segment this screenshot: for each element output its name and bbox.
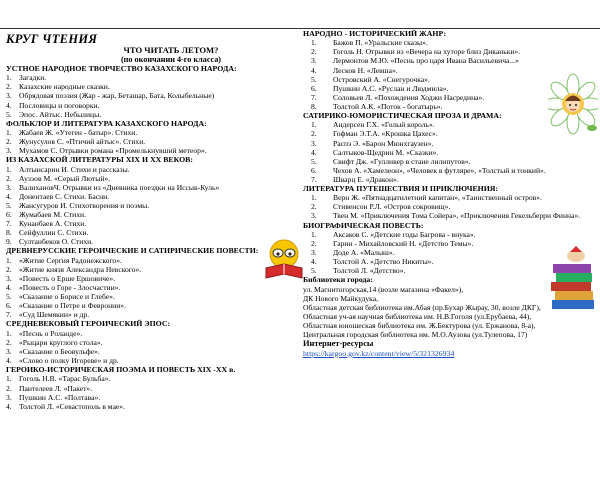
list-item-number: 7. [6,310,12,320]
list-item [6,283,296,292]
libraries-list [303,285,598,340]
document-subtitle-grade: (по окончании 4-го класса) [120,55,222,64]
section-heading: НАРОДНО - ИСТОРИЧЕСКИЙ ЖАНР: [303,29,447,38]
list-item-text: Толстой Л. «Детство». [333,266,406,276]
list-item [6,137,296,146]
list-item-number: 3. [311,211,317,221]
list-item [303,75,598,84]
list-item-number: 3. [311,248,317,258]
list-item-text: «Рыцари круглого стола». [19,337,103,347]
list-item-text: Загадки. [19,73,47,83]
list-item-text: ВалихановЧ. Отрывки из «Дневника поездки на Иссык-Куль» [19,182,220,192]
list-item-number: 6. [6,301,12,311]
list-item-text: «Слово о полку Игореве» и др. [19,356,119,366]
list-item-number: 2. [311,202,317,212]
list-item [6,356,296,365]
list-item [6,274,296,283]
list-item-number: 4. [6,100,12,110]
list-item [303,193,598,202]
list-item-text: Шварц Е. «Дракон». [333,174,399,184]
list-item-number: 1. [311,229,317,239]
list-item-text: Лермонтов М.Ю. «Песнь про царя Ивана Васильевича...» [333,56,519,66]
list-item-text: «Житие Сергия Радонежского». [19,255,122,265]
list-item-number: 3. [311,138,317,148]
list-item-number: 1. [6,255,12,265]
section-heading: САТИРИКО-ЮМОРИСТИЧЕСКАЯ ПРОЗА И ДРАМА: [303,111,502,121]
section-list [6,165,296,247]
list-item [303,148,598,157]
list-item-number: 7. [311,92,317,102]
section-list [303,230,598,275]
list-item-number: 6. [311,83,317,93]
section-heading: ИЗ КАЗАХСКОЙ ЛИТЕРАТУРЫ XIX И XX ВЕКОВ: [6,155,193,165]
list-item-number: 5. [311,74,317,84]
library-address: Областная детская библиотека им.Абая (пр.Бухар Жырау, 30, возле ДКГ), [303,302,541,312]
list-item-number: 2. [6,337,12,347]
left-sections [6,64,296,411]
list-item-number: 1. [6,164,12,174]
section-heading: СРЕДНЕВЕКОВЫЙ ГЕРОИЧЕСКИЙ ЭПОС: [6,319,171,329]
section-list [303,120,598,184]
section-heading: ДРЕВНЕРУССКИЕ ГЕРОИЧЕСКИЕ И САТИРИЧЕСКИЕ ПОВЕСТИ: [6,246,259,256]
list-item-number: 9. [6,237,12,247]
section-list [6,374,296,410]
list-item-text: Соловьев Л. «Похождения Ходжи Насредина». [333,92,485,102]
list-item-text: Гарин - Михайловский Н. «Детство Темы». [333,238,474,248]
library-address: ДК Нового Майкудука, [303,293,378,303]
list-item-number: 8. [311,101,317,111]
list-item-text: Толстой А.К. «Поток - богатырь». [333,101,443,111]
list-item [303,248,598,257]
list-item-number: 8. [6,228,12,238]
list-item-number: 6. [6,210,12,220]
list-item-text: Салтыков-Щедрин М. «Сказки». [333,147,439,157]
list-item [6,192,296,201]
list-item-text: Аксаков С. «Детские годы Багрова - внука». [333,229,476,239]
list-item-text: «Повесть о Ерше Ершовиче». [19,273,116,283]
list-item-number: 4. [311,65,317,75]
list-item-text: Островский А. «Снегурочка». [333,74,430,84]
list-item-text: «Сказание о Борисе и Глебе». [19,292,115,302]
list-item-text: Твен М. «Приключения Тома Сойера», «Приключения Гекельберри Финна». [333,211,581,221]
list-item [6,219,296,228]
section-list [303,193,598,220]
list-item [6,256,296,265]
library-address: Областная уч-ая научная библиотека им. Н.В.Гоголя (ул.Ерубаева, 44), [303,311,532,321]
section-list [6,128,296,155]
list-item-text: «Повесть о Горе - Злосчастии». [19,283,121,293]
list-item-text: «Песнь о Роланде». [19,328,83,338]
list-item-text: Жунусулов С. «Птичий айтыс». Стихи. [19,137,146,147]
list-item [303,66,598,75]
list-item-text: Мухамов С. Отрывки романа «Промелькнувший метеор». [19,146,207,156]
list-item-number: 5. [6,109,12,119]
list-item [6,174,296,183]
list-item-number: 1. [311,120,317,130]
list-item-number: 3. [6,146,12,156]
list-item [6,301,296,310]
list-item-number: 2. [6,173,12,183]
list-item-text: Эпос. Айтыс. Небылицы. [19,109,102,119]
list-item-number: 4. [6,191,12,201]
section-heading: УСТНОЕ НАРОДНОЕ ТВОРЧЕСТВО КАЗАХСКОГО НАРОДА: [6,64,237,73]
list-item-text: Пантелеев Л. «Пакет». [19,383,93,393]
list-item-number: 2. [6,383,12,393]
section-heading: ЛИТЕРАТУРА ПУТЕШЕСТВИЯ И ПРИКЛЮЧЕНИЯ: [303,184,499,193]
list-item [6,128,296,137]
list-item [303,175,598,184]
library-address: Центральная городская библиотека им. М.О.Аузова (ул.Тулепова, 17) [303,330,528,340]
list-item [303,239,598,248]
list-item-text: Султанбеков О. Стихи. [19,237,94,247]
section-list [6,329,296,365]
list-item-number: 2. [311,129,317,139]
list-item-text: Жумабаев М. Стихи. [19,210,86,220]
list-item [6,201,296,210]
list-item [303,56,598,65]
list-item-number: 2. [311,47,317,57]
list-item-text: Аузэов М. «Серый Лютый». [19,173,111,183]
list-item [6,110,296,119]
section-list [303,38,598,111]
list-item-number: 1. [6,328,12,338]
list-item [303,102,598,111]
list-item-text: «Житие князя Александра Невского». [19,264,142,274]
list-item [6,265,296,274]
list-item-text: Донентаев С. Стихи. Басни. [19,191,110,201]
list-item-number: 4. [311,147,317,157]
document-subtitle: ЧТО ЧИТАТЬ ЛЕТОМ? [123,45,219,55]
list-item-text: Гоголь Н.В. «Тарас Бульба». [19,374,111,384]
list-item-text: Толстой Л. «Севастополь в мае». [19,401,126,411]
list-item-number: 4. [6,356,12,366]
document-title: КРУГ ЧТЕНИЯ [6,32,98,46]
section-heading: ФОЛЬКЛОР И ЛИТЕРАТУРА КАЗАХСКОГО НАРОДА: [6,118,207,128]
list-item-number: 4. [311,257,317,267]
list-item [6,329,296,338]
list-item-number: 7. [6,219,12,229]
list-item [303,139,598,148]
list-item [303,257,598,266]
list-item-number: 2. [311,238,317,248]
list-item-text: Андерсен Г.Х. «Голый король». [333,120,435,130]
list-item-text: Кунанбаев А. Стихи. [19,219,87,229]
list-item-text: Верн Ж. «Пятнадцатилетний капитан», «Таинственный остров». [333,193,542,203]
list-item-number: 6. [311,165,317,175]
list-item-text: «Суд Шемякин» и др. [19,310,90,320]
list-item [6,165,296,174]
list-item [303,230,598,239]
list-item-text: Толстой А. «Детство Никиты». [333,257,434,267]
list-item [303,202,598,211]
list-item-text: Алтынсарин И. Стихи и рассказы. [19,164,130,174]
list-item [303,129,598,138]
document-page [0,28,600,482]
list-item [303,93,598,102]
list-item [303,84,598,93]
internet-resource-link[interactable]: https://kargoo.gov.kz/content/view/5/321326934 [303,348,455,358]
list-item-text: Стивенсон Р.Л. «Остров сокровищ». [333,202,451,212]
list-item [6,237,296,246]
list-item-number: 3. [6,91,12,101]
list-item [303,166,598,175]
list-item-text: Обрядовая поэзия (Жар - жар, Беташар, Бата, Колыбельные) [19,91,215,101]
list-item-number: 2. [6,137,12,147]
list-item-text: Чехов А. «Хамелеон», «Человек в футляре», «Толстый и тонкий». [333,165,546,175]
list-item-number: 5. [311,156,317,166]
list-item [303,157,598,166]
list-item-number: 2. [6,264,12,274]
section-heading: БИОГРАФИЧЕСКАЯ ПОВЕСТЬ: [303,220,424,230]
list-item-text: Казахские народные сказки. [19,82,110,92]
list-item-number: 2. [6,82,12,92]
list-item [303,38,598,47]
list-item-text: Пословицы и поговорки. [19,100,100,110]
list-item-number: 5. [6,201,12,211]
list-item-text: Гоголь Н. Отрывки из «Вечера на хуторе близ Диканьки». [333,47,521,57]
section-list [6,73,296,118]
list-item-number: 3. [6,273,12,283]
list-item [6,338,296,347]
library-address: ул. Магнитогорская,14 (возле магазина «Факел»), [303,284,464,294]
list-item [6,210,296,219]
list-item [6,292,296,301]
list-item [6,82,296,91]
list-item-number: 1. [6,374,12,384]
list-item [6,374,296,383]
section-heading: ГЕРОИКО-ИСТОРИЧЕСКАЯ ПОЭМА И ПОВЕСТЬ XIX -XX в. [6,365,236,375]
list-item [6,91,296,100]
library-address: Областная юношеская библиотека им. Ж.Бектурова (ул. Ержанова, 8-а), [303,321,536,331]
list-item [6,310,296,319]
list-item [6,183,296,192]
list-item-number: 1. [311,193,317,203]
list-item-text: Гофман Э.Т.А. «Крошка Цахес». [333,129,438,139]
list-item-number: 1. [6,73,12,83]
list-item-number: 3. [6,182,12,192]
list-item [6,402,296,411]
list-item-text: Жансугуров И. Стихотворения и поэмы. [19,201,150,211]
list-item-number: 7. [311,174,317,184]
list-item-number: 3. [6,392,12,402]
list-item-text: Сейфуллин С. Стихи. [19,228,89,238]
internet-heading: Интернет-ресурсы [303,339,374,349]
list-item-text: «Сказание о Петре и Февронии». [19,301,126,311]
list-item [6,347,296,356]
list-item [303,266,598,275]
list-item-text: Пушкин А.С. «Полтава». [19,392,101,402]
list-item-number: 5. [311,266,317,276]
list-item [6,101,296,110]
list-item-text: Лесков Н. «Левша». [333,65,398,75]
list-item [6,228,296,237]
list-item-number: 3. [311,56,317,66]
list-item-text: Распэ Э. «Барон Мюнхгаузен». [333,138,434,148]
list-item-text: Жабаев Ж. «Утеген - батыр». Стихи. [19,128,138,138]
list-item [6,146,296,155]
list-item-text: Бажов П. «Уральские сказы». [333,38,428,48]
list-item-number: 3. [6,346,12,356]
list-item [303,47,598,56]
right-sections [303,29,598,275]
right-column [303,29,598,359]
left-column [6,29,296,411]
list-item-text: Доде А. «Малыш». [333,248,395,258]
list-item-text: «Сказание о Беовульфе». [19,346,100,356]
section-list [6,256,296,320]
list-item-number: 4. [6,283,12,293]
list-item-number: 1. [311,38,317,48]
list-item-number: 1. [6,128,12,138]
list-item [6,73,296,82]
list-item-text: Пушкин А.С. «Руслан и Людмила». [333,83,449,93]
list-item-text: Свифт Дж. «Гулливер в стане лилипутов». [333,156,471,166]
list-item [6,384,296,393]
list-item [303,120,598,129]
list-item [6,393,296,402]
libraries-heading: Библиотеки города: [303,275,373,285]
list-item-number: 4. [6,401,12,411]
list-item-number: 5. [6,292,12,302]
list-item [303,211,598,220]
